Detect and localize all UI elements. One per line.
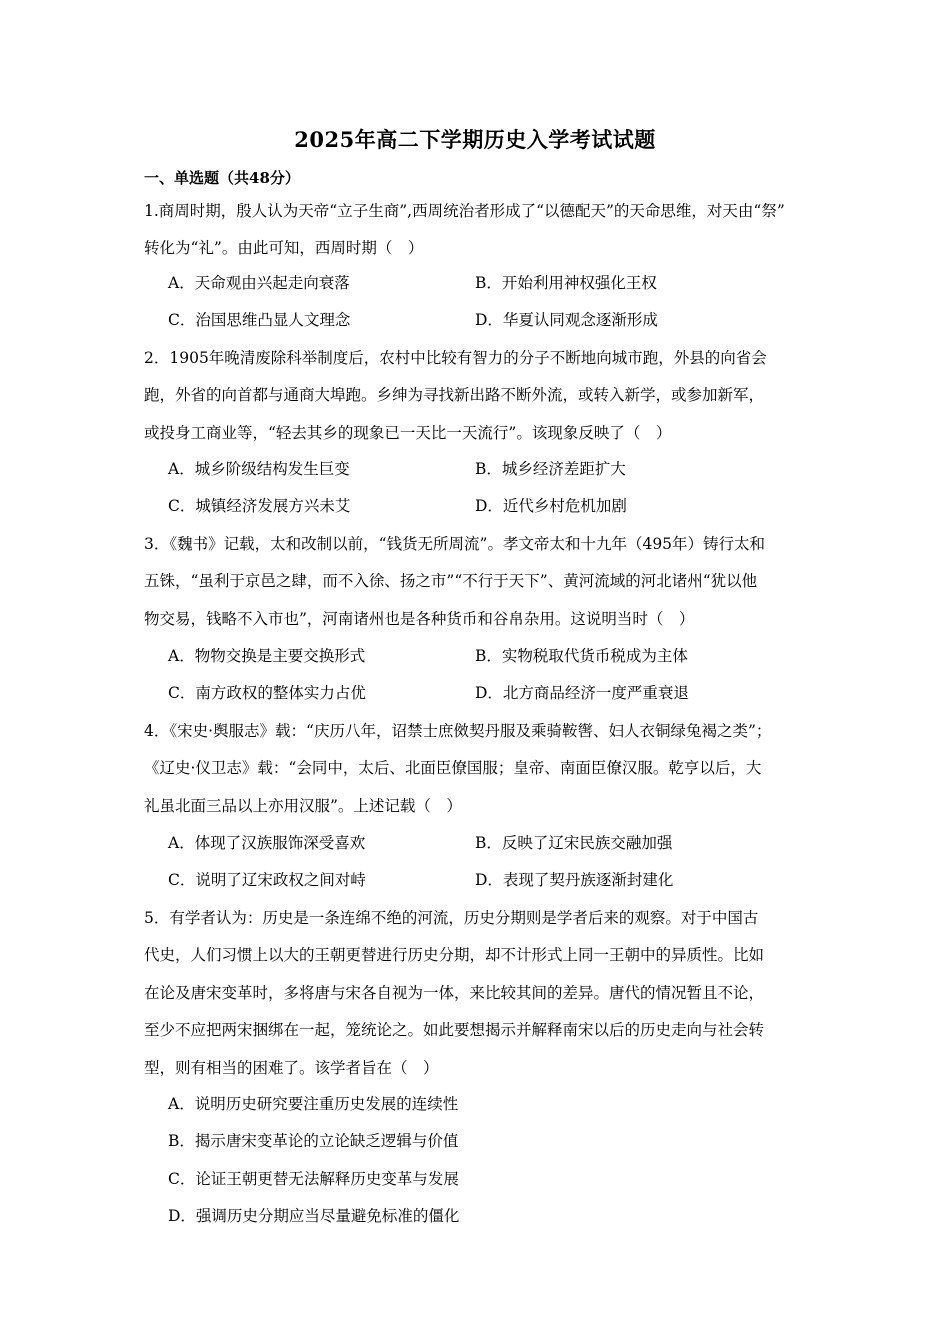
question-text-line: 至少不应把两宋捆绑在一起，笼统论之。如此要想揭示并解释南宋以后的历史走向与社会转 xyxy=(144,1021,765,1040)
question-text-line: 1.商周时期，殷人认为天帝“立子生商”,西周统治者形成了“以德配天”的天命思维，对天由“祭” xyxy=(144,202,785,220)
option-c[interactable]: C．南方政权的整体实力占优 xyxy=(168,684,366,703)
question-text-line: 2．1905年晚清废除科举制度后，农村中比较有智力的分子不断地向城市跑，外县的向省会 xyxy=(144,349,767,367)
question-text-line: 礼虽北面三品以上亦用汉服”。上述记载（ ） xyxy=(144,796,462,815)
option-a[interactable]: A．天命观由兴起走向衰落 xyxy=(168,274,350,292)
question-text-line: 型，则有相当的困难了。该学者旨在（ ） xyxy=(144,1058,439,1077)
option-b[interactable]: B．实物税取代货币税成为主体 xyxy=(475,647,688,665)
question-4 xyxy=(144,713,824,825)
question-text-line: 5．有学者认为：历史是一条连绵不绝的河流，历史分期则是学者后来的观察。对于中国古 xyxy=(144,909,759,927)
option-a[interactable]: A．城乡阶级结构发生巨变 xyxy=(168,460,350,478)
question-text-line: 或投身工商业等，“轻去其乡的现象已一天比一天流行”。该现象反映了（ ） xyxy=(144,423,672,442)
question-text-line: 在论及唐宋变革时，多将唐与宋各自视为一体，来比较其间的差异。唐代的情况暂且不论， xyxy=(144,983,765,1002)
question-text-line: 转化为“礼”。由此可知，西周时期（ ） xyxy=(144,239,424,258)
option-b[interactable]: B．揭示唐宋变革论的立论缺乏逻辑与价值 xyxy=(168,1132,459,1151)
option-b[interactable]: B．反映了辽宋民族交融加强 xyxy=(475,834,673,852)
question-2-options xyxy=(168,451,828,526)
option-d[interactable]: D．近代乡村危机加剧 xyxy=(475,497,627,516)
option-b[interactable]: B．城乡经济差距扩大 xyxy=(475,460,626,478)
option-c[interactable]: C．城镇经济发展方兴未艾 xyxy=(168,497,351,516)
question-text-line: 4．《宋史·舆服志》载：“庆历八年，诏禁士庶傚契丹服及乘骑鞍辔、妇人衣铜绿兔褐之类”； xyxy=(144,722,772,740)
option-c[interactable]: C．论证王朝更替无法解释历史变革与发展 xyxy=(168,1169,459,1188)
question-text-line: 代史，人们习惯上以大的王朝更替进行历史分期，却不计形式上同一王朝中的异质性。比如 xyxy=(144,946,765,965)
question-3-options xyxy=(168,638,828,713)
question-text-line: 五铢，“虽利于京邑之肆，而不入徐、扬之市”“不行于天下”、黄河流域的河北诸州“犹以他 xyxy=(144,572,758,591)
option-c[interactable]: C．治国思维凸显人文理念 xyxy=(168,311,351,330)
question-text-line: 跑，外省的向首都与通商大埠跑。乡绅为寻找新出路不断外流，或转入新学，或参加新军， xyxy=(144,386,765,405)
question-5-options xyxy=(168,1086,828,1236)
question-1 xyxy=(144,193,824,268)
question-text-line: 3．《魏书》记载，太和改制以前，“钱货无所周流”。孝文帝太和十九年（495年）铸行太和 xyxy=(144,535,766,553)
option-d[interactable]: D．表现了契丹族逐渐封建化 xyxy=(475,871,674,890)
option-b[interactable]: B．开始利用神权强化王权 xyxy=(475,274,657,292)
question-text-line: 《辽史·仪卫志》载：“会同中，太后、北面臣僚国服；皇帝、南面臣僚汉服。乾亨以后，大 xyxy=(144,759,762,778)
option-c[interactable]: C．说明了辽宋政权之间对峙 xyxy=(168,871,366,890)
question-text-line: 物交易，钱略不入市也”，河南诸州也是各种货币和谷帛杂用。这说明当时（ ） xyxy=(144,609,695,628)
question-1-options xyxy=(168,265,828,340)
option-d[interactable]: D．强调历史分期应当尽量避免标准的僵化 xyxy=(168,1207,460,1226)
question-5 xyxy=(144,900,824,1087)
section-heading: 一、单选题（共48分） xyxy=(144,169,300,187)
question-2 xyxy=(144,340,824,452)
option-d[interactable]: D．北方商品经济一度严重衰退 xyxy=(475,684,689,703)
exam-title: 2025年高二下学期历史入学考试试题 xyxy=(294,127,656,152)
question-4-options xyxy=(168,825,828,900)
option-d[interactable]: D．华夏认同观念逐渐形成 xyxy=(475,311,658,330)
option-a[interactable]: A．物物交换是主要交换形式 xyxy=(168,647,366,665)
option-a[interactable]: A．体现了汉族服饰深受喜欢 xyxy=(168,834,366,852)
option-a[interactable]: A．说明历史研究要注重历史发展的连续性 xyxy=(168,1095,459,1113)
question-3 xyxy=(144,526,824,638)
